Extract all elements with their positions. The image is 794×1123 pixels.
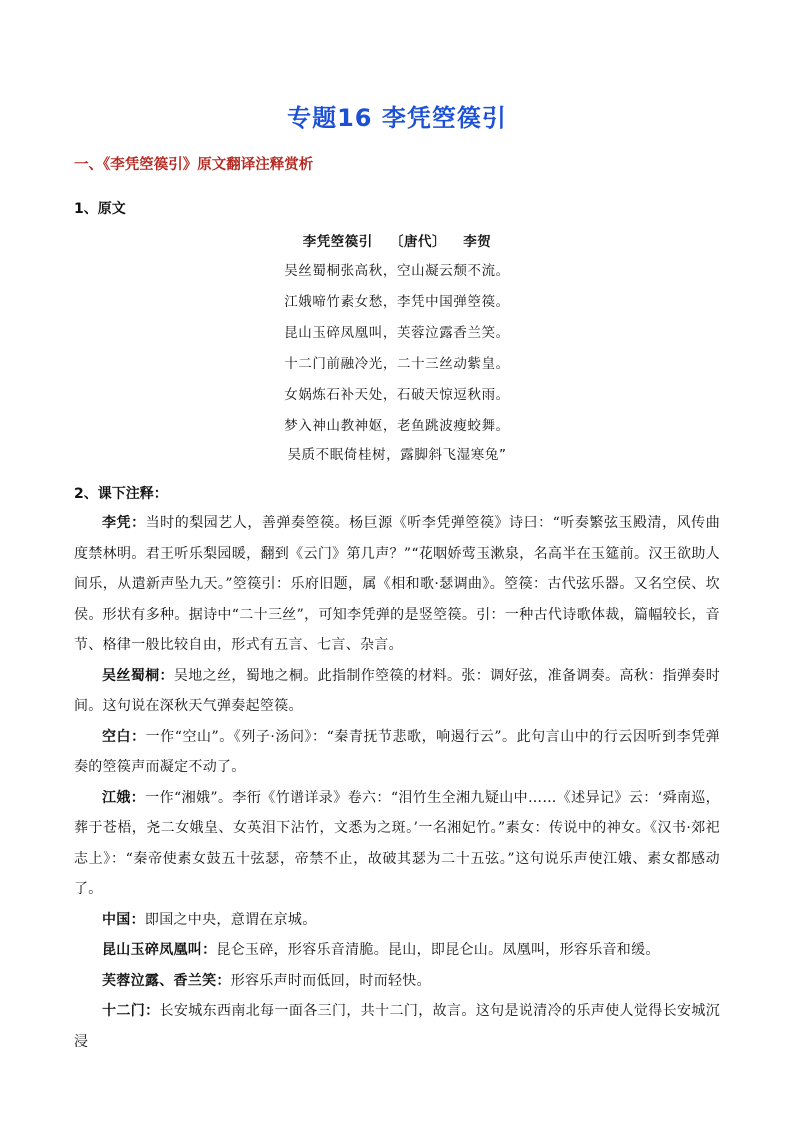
notes-list <box>74 508 720 1057</box>
note-text: 当时的梨园艺人，善弹奏箜篌。杨巨源《听李凭弹箜篌》诗曰：“听奏繁弦玉殿清，风传曲度禁林明。君王听乐梨园暖，翻到《云门》第几声？”“花咽娇莺玉漱泉，名高半在玉筵前。汉王欲助人间乐，从遣新声坠九天。”箜篌引：乐府旧题，属《相和歌·瑟调曲》。箜篌：古代弦乐器。又名空侯、坎侯。形状有多种。据诗中“二十三丝”，可知李凭弹的是竖箜篌。引：一种古代诗歌体裁，篇幅较长，音节、格律一般比较自由，形式有五言、七言、杂言。 <box>74 515 721 653</box>
poem-line: 女娲炼石补天处，石破天惊逗秋雨。 <box>284 387 510 403</box>
poem-body <box>0 256 794 468</box>
note-text: 即国之中央，意谓在京城。 <box>144 911 317 928</box>
note-term: 李凭： <box>102 515 146 531</box>
note-term: 中国： <box>102 911 145 928</box>
note-item <box>74 905 720 936</box>
note-item <box>74 783 720 905</box>
note-text: 昆仑玉碎，形容乐音清脆。昆山，即昆仑山。凤凰叫，形容乐音和缓。 <box>216 942 660 958</box>
note-term: 吴丝蜀桐： <box>102 667 174 684</box>
note-term: 昆山玉碎凤凰叫： <box>102 942 217 958</box>
original-text-heading: 1、原文 <box>74 201 126 217</box>
note-term: 十二门： <box>102 1003 160 1019</box>
note-term: 空白： <box>102 728 146 745</box>
note-text: 一作“湘娥”。李衎《竹谱详录》卷六：“泪竹生全湘九疑山中……《述异记》云：‘舜南巡，葬于苍梧，尧二女娥皇、女英泪下沾竹，文悉为之斑。’一名湘妃竹。”素女：传说中的神女。《汉书·郊祀志上》：“秦帝使素女鼓五十弦瑟，帝禁不止，故破其瑟为二十五弦。”这句说乐声使江娥、素女都感动了。 <box>74 789 720 897</box>
note-text: 长安城东西南北每一面各三门，共十二门，故言。这句是说清冷的乐声使人觉得长安城沉浸 <box>74 1003 720 1050</box>
poem-dynasty: 〔唐代〕 <box>390 234 446 250</box>
note-item <box>74 508 720 661</box>
poem-line: 吴丝蜀桐张高秋，空山凝云颓不流。 <box>284 263 510 279</box>
note-item <box>74 996 720 1057</box>
notes-heading: 2、课下注释： <box>74 486 168 502</box>
poem-line: 梦入神山教神妪，老鱼跳波瘦蛟舞。 <box>284 418 510 434</box>
section-heading: 一、《李凭箜篌引》原文翻译注释赏析 <box>74 157 314 173</box>
poem-author: 李贺 <box>463 234 492 250</box>
poem-title-line <box>0 230 794 250</box>
poem-title: 李凭箜篌引 <box>302 234 373 250</box>
poem-line: 十二门前融冷光，二十三丝动紫皇。 <box>284 356 510 372</box>
note-term: 芙蓉泣露、香兰笑： <box>102 972 231 989</box>
note-term: 江娥： <box>102 789 146 806</box>
note-item <box>74 966 720 997</box>
poem <box>0 230 794 468</box>
note-item <box>74 935 720 966</box>
note-text: 一作“空山”。《列子·汤问》：“秦青抚节悲歌，响遏行云”。此句言山中的行云因听到李凭弹奏的箜篌声而凝定不动了。 <box>74 728 720 775</box>
page-title: 专题16 李凭箜篌引 <box>287 104 507 132</box>
poem-line: 江娥啼竹素女愁，李凭中国弹箜篌。 <box>284 294 510 310</box>
poem-line: 吴质不眠倚桂树，露脚斜飞湿寒兔” <box>287 447 507 463</box>
poem-line: 昆山玉碎凤凰叫，芙蓉泣露香兰笑。 <box>284 325 510 341</box>
note-item <box>74 722 720 783</box>
note-item <box>74 661 720 722</box>
note-text: 形容乐声时而低回，时而轻快。 <box>230 972 431 989</box>
note-text: 吴地之丝，蜀地之桐。此指制作箜篌的材料。张：调好弦，准备调奏。高秋：指弹奏时间。这句说在深秋天气弹奏起箜篌。 <box>74 667 720 714</box>
